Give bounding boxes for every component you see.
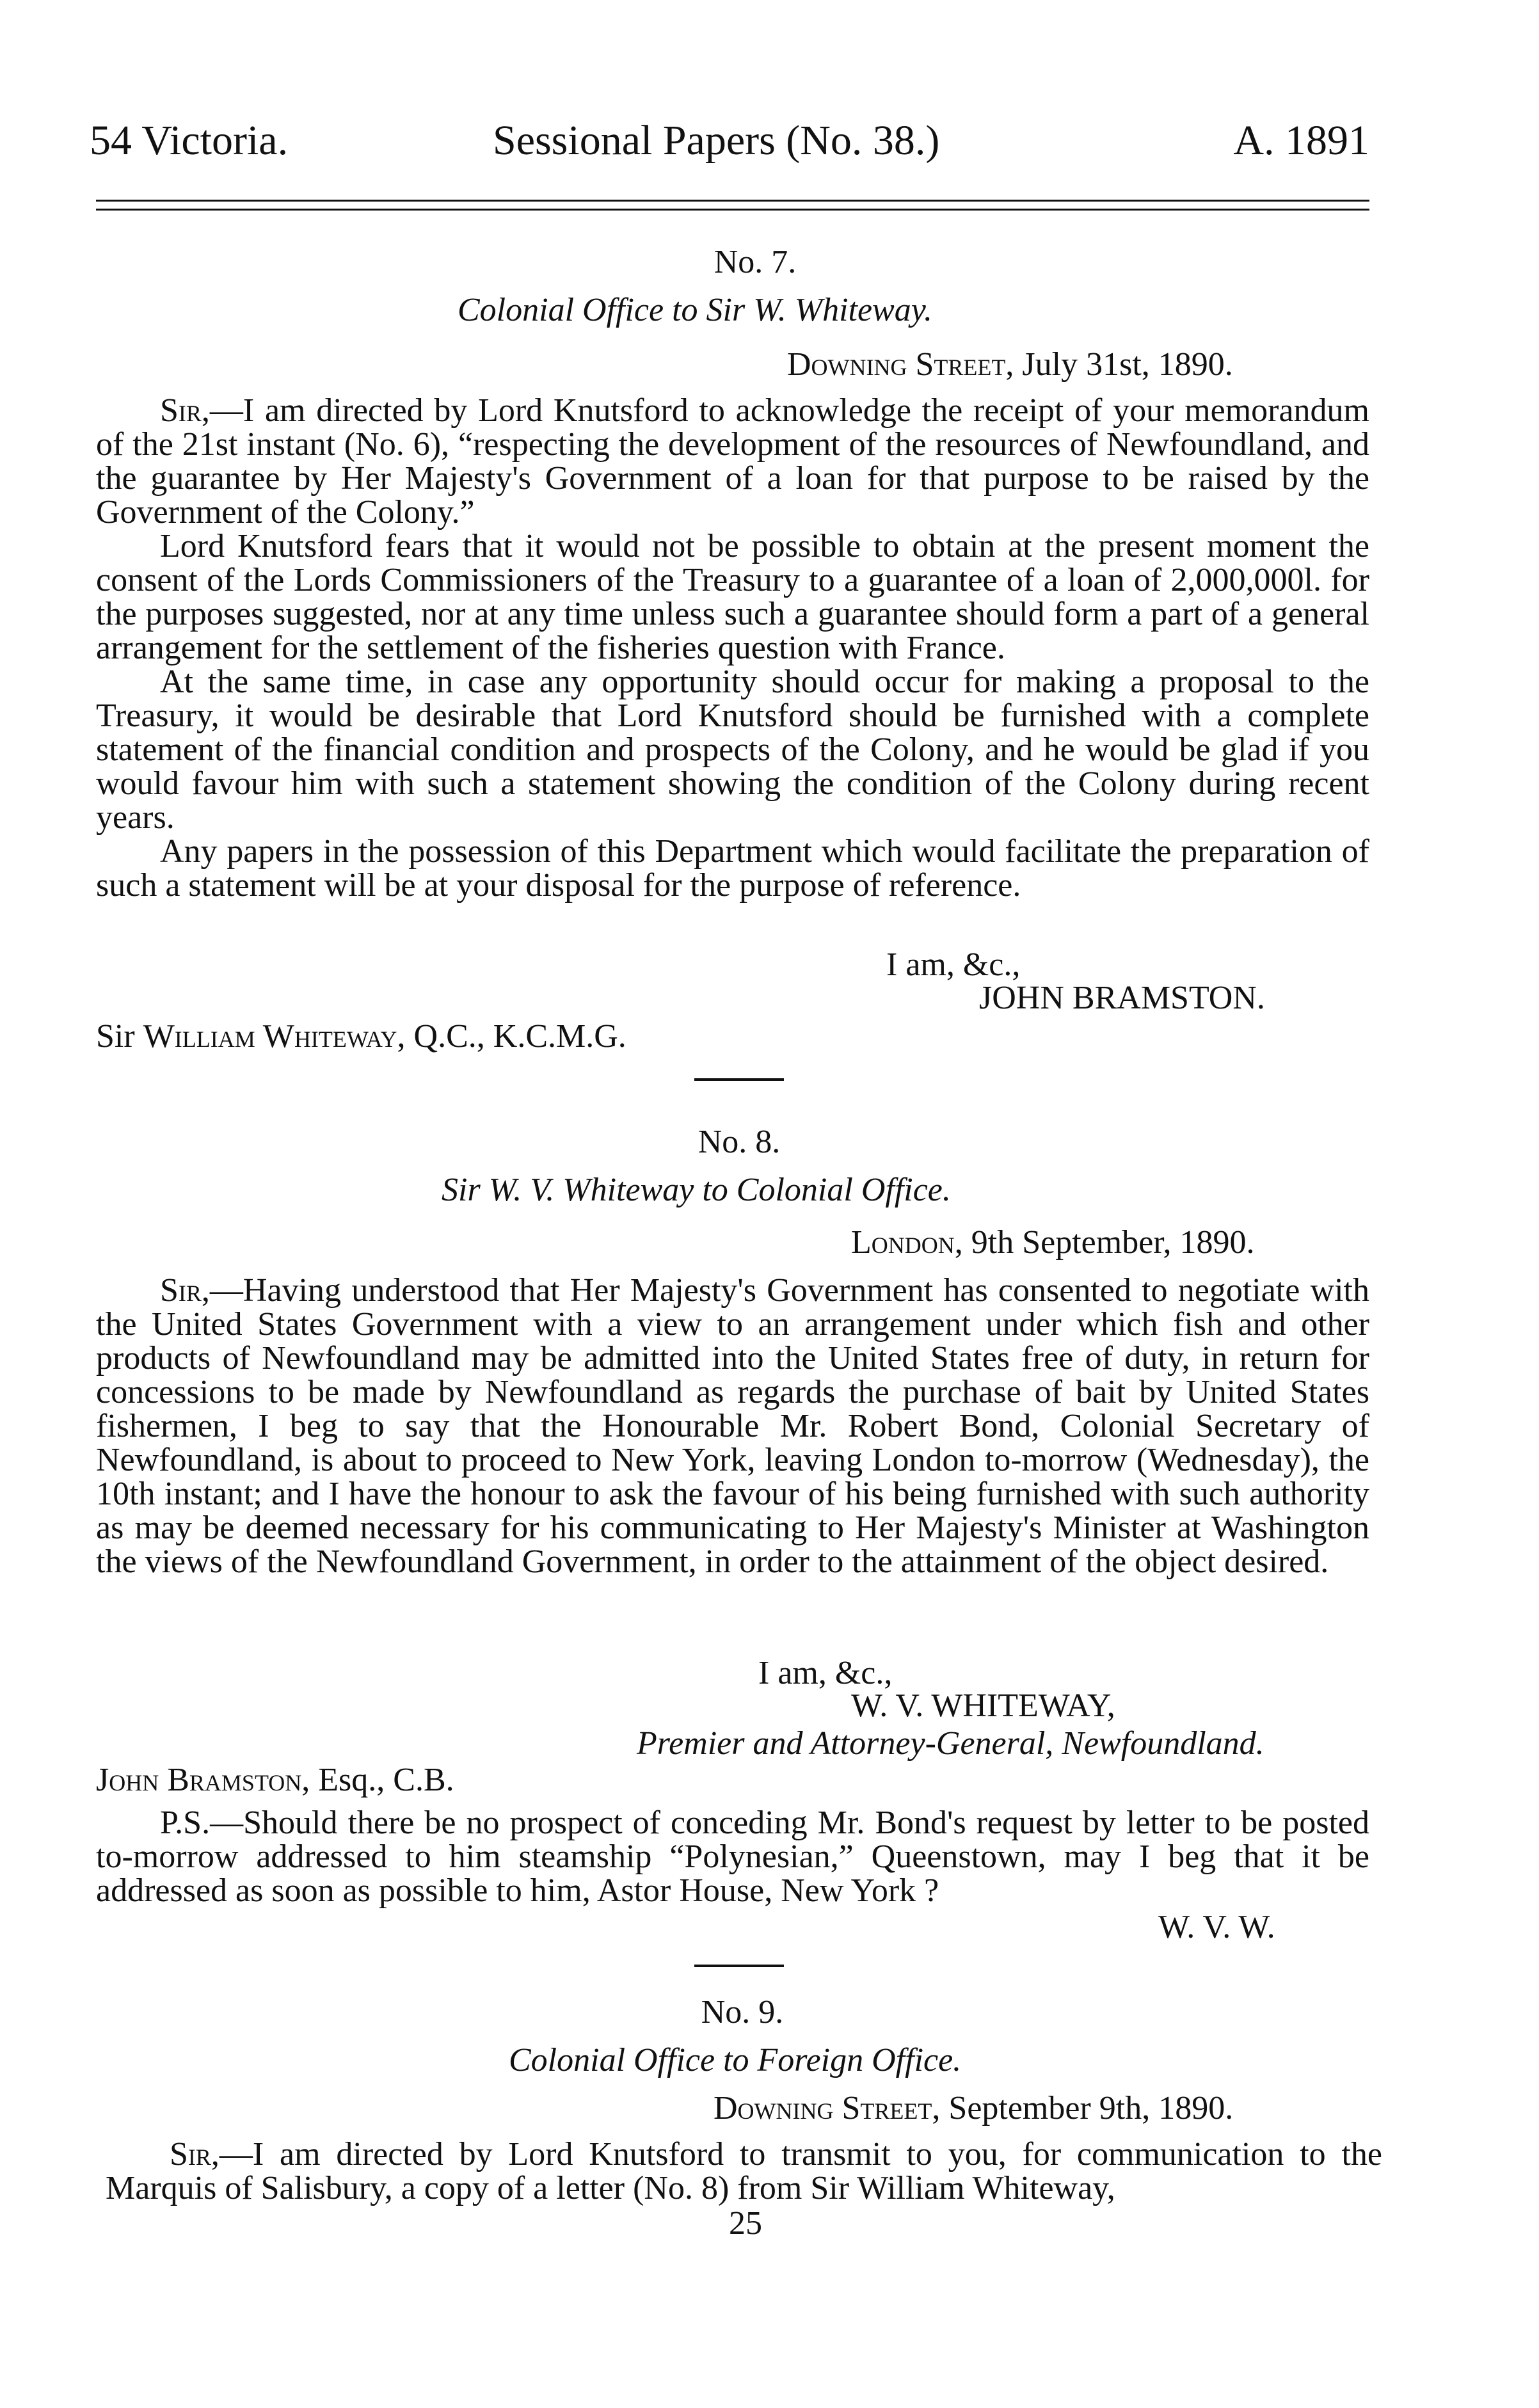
doc9-paragraph-1 <box>106 2137 1382 2205</box>
doc8-closing: I am, &c., <box>758 1655 893 1691</box>
doc8-place-date <box>851 1224 1255 1261</box>
doc8-signature: W. V. WHITEWAY, <box>851 1687 1115 1724</box>
header-title: Sessional Papers (No. 38.) <box>493 117 940 164</box>
doc8-salutation: Sir <box>160 1272 202 1309</box>
doc7-addressee <box>96 1017 626 1055</box>
doc8-place: London, <box>851 1224 963 1261</box>
doc9-date: September 9th, 1890. <box>940 2090 1234 2126</box>
doc7-body <box>96 394 1369 902</box>
section-divider-2 <box>694 1965 784 1967</box>
doc7-paragraph-3: At the same time, in case any opportunity should occur for making a proposal to the Treasury, it would be desirable that Lord Knutsford should be furnished with a complete statement of the financial condition and prospects of the Colony, and he would be glad if you would favour him with such a statement showing the condition of the Colony during recent years. <box>96 664 1369 836</box>
doc8-paragraph-1-text: ,—Having understood that Her Majesty's Government has consented to negotiate with the United States Government with a view to an arrangement under which fish and other products of Newfoundland may be admitted into the United States free of duty, in return for concessions to be made by Newfoundland as regards the purchase of bait by United States fishermen, I beg to say that the Honourable Mr. Robert Bond, Colonial Secretary of Newfoundland, is about to proceed to New York, leaving London to-morrow (Wednesday), the 10th instant; and I have the honour to ask the favour of his being furnished with such authority as may be deemed necessary for his communicating to Her Majesty's Minister at Washington the views of the Newfoundland Government, in order to the attainment of the object desired. <box>96 1272 1369 1580</box>
doc8-body <box>96 1273 1369 1579</box>
doc9-salutation: Sir <box>170 2136 211 2173</box>
doc9-title: Colonial Office to Foreign Office. <box>509 2042 962 2078</box>
doc9-place-date <box>714 2089 1233 2127</box>
page-number: 25 <box>729 2205 762 2242</box>
doc7-paragraph-2: Lord Knutsford fears that it would not be possible to obtain at the present moment the consent of the Lords Commissioners of the Treasury to a guarantee of a loan of 2,000,000l. for the purposes suggested, nor at any time unless such a guarantee should form a part of a general arrangement for the settlement of the fisheries question with France. <box>96 528 1369 666</box>
doc8-postscript <box>96 1806 1369 1908</box>
doc7-addressee-name: William Whiteway, <box>143 1018 406 1055</box>
doc8-paragraph-1 <box>96 1273 1369 1579</box>
doc8-postscript-initials: W. V. W. <box>1158 1909 1275 1945</box>
doc7-addressee-prefix: Sir <box>96 1018 143 1055</box>
doc8-addressee-name: John Bramston, <box>96 1762 310 1798</box>
section-divider <box>694 1078 784 1081</box>
doc7-number: No. 7. <box>714 244 797 280</box>
running-header <box>90 116 1369 168</box>
doc7-signature: JOHN BRAMSTON. <box>979 980 1265 1016</box>
doc7-salutation: Sir <box>160 392 202 429</box>
doc7-date: July 31st, 1890. <box>1014 346 1233 383</box>
doc8-number: No. 8. <box>698 1124 781 1160</box>
doc8-postscript-text: P.S.—Should there be no prospect of conceding Mr. Bond's request by letter to be posted to-morrow addressed to him steamship “Polynesian,” Queenstown, may I beg that it be addressed as soon as possible to him, Astor House, New York ? <box>96 1805 1369 1909</box>
doc9-place: Downing Street, <box>714 2090 941 2126</box>
doc7-closing: I am, &c., <box>886 946 1021 983</box>
doc7-place-date <box>787 346 1233 383</box>
doc7-paragraph-1 <box>96 394 1369 529</box>
doc8-addressee-honours: Esq., C.B. <box>310 1762 454 1798</box>
doc8-date: 9th September, 1890. <box>962 1224 1255 1261</box>
doc7-paragraph-4: Any papers in the possession of this Department which would facilitate the preparation of such a statement will be at your disposal for the purpose of reference. <box>96 833 1369 904</box>
doc9-body <box>106 2137 1382 2205</box>
header-year: A. 1891 <box>1233 117 1369 164</box>
doc7-paragraph-1-text: ,—I am directed by Lord Knutsford to acknowledge the receipt of your memorandum of the 21st instant (No. 6), “respecting the development of the resources of Newfoundland, and the guarantee by Her Majesty's Government of a loan for that purpose to be raised by the Government of the Colony.” <box>96 392 1369 530</box>
doc8-signature-title: Premier and Attorney-General, Newfoundland. <box>637 1725 1264 1762</box>
doc9-paragraph-1-text: ,—I am directed by Lord Knutsford to transmit to you, for communication to the Marquis of Salisbury, a copy of a letter (No. 8) from Sir William Whiteway, <box>106 2136 1382 2206</box>
doc7-place: Downing Street, <box>787 346 1014 383</box>
header-session: 54 Victoria. <box>90 117 289 164</box>
doc8-addressee <box>96 1761 454 1799</box>
doc8-title: Sir W. V. Whiteway to Colonial Office. <box>442 1172 951 1208</box>
doc7-title: Colonial Office to Sir W. Whiteway. <box>458 292 932 328</box>
doc9-number: No. 9. <box>701 1994 784 2030</box>
doc7-addressee-honours: Q.C., K.C.M.G. <box>405 1018 626 1055</box>
header-rule-bottom <box>96 209 1369 211</box>
header-rule-top <box>96 200 1369 202</box>
